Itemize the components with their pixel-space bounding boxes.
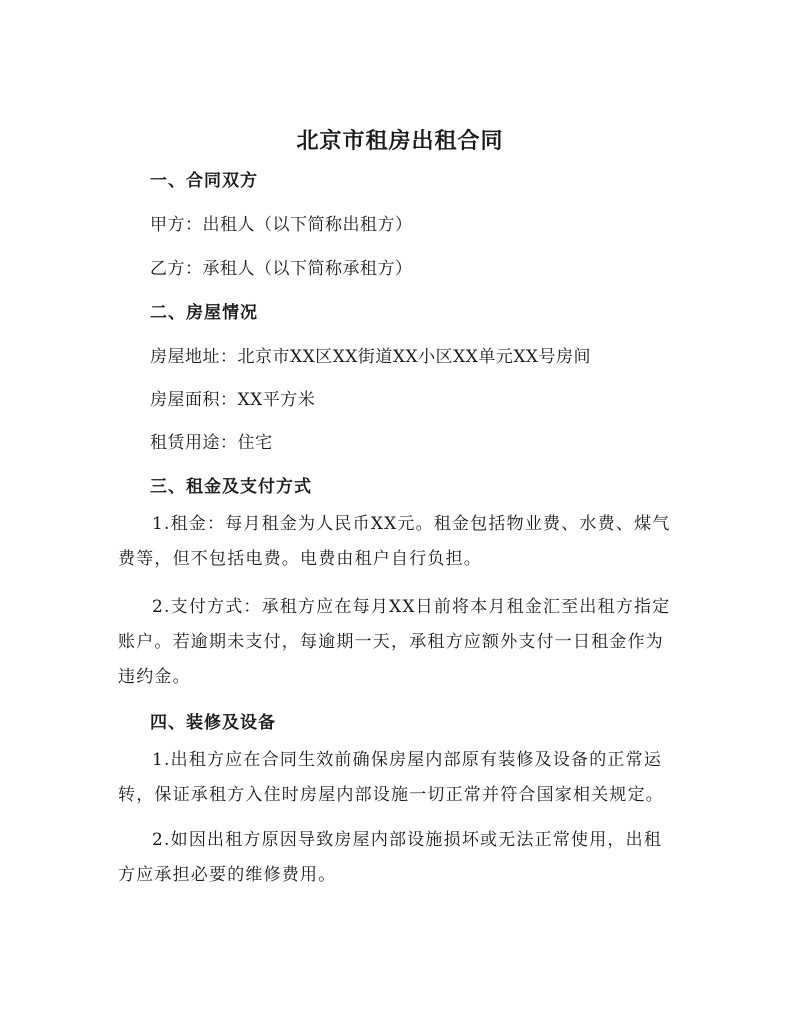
rent-paragraph-text: 1.租金：每月租金为人民币XX元。租金包括物业费、水费、煤气费等，但不包括电费。电费由租户自行负担。 [118, 514, 671, 569]
property-address-line: 房屋地址：北京市XX区XX街道XX小区XX单元XX号房间 [150, 347, 592, 367]
decoration-paragraph-1 [118, 743, 678, 813]
payment-paragraph-text: 2.支付方式：承租方应在每月XX日前将本月租金汇至出租方指定账户。若逾期未支付，每逾期一天，承租方应额外支付一日租金作为违约金。 [118, 597, 671, 687]
property-use-line: 租赁用途：住宅 [150, 433, 273, 453]
section-heading-decoration: 四、装修及设备 [150, 713, 276, 733]
party-a-line: 甲方：出租人（以下简称出租方） [150, 215, 413, 235]
decoration-paragraph-1-text: 1.出租方应在合同生效前确保房屋内部原有装修及设备的正常运转，保证承租方入住时房屋内部设施一切正常并符合国家相关规定。 [118, 750, 664, 805]
property-area-line: 房屋面积：XX平方米 [150, 390, 316, 410]
section-heading-parties: 一、合同双方 [150, 171, 258, 191]
decoration-paragraph-2-text: 2.如因出租方原因导致房屋内部设施损坏或无法正常使用，出租方应承担必要的维修费用。 [118, 830, 663, 885]
decoration-paragraph-2 [118, 823, 678, 893]
party-b-line: 乙方：承租人（以下简称承租方） [150, 259, 413, 279]
section-heading-property: 二、房屋情况 [150, 303, 258, 323]
payment-paragraph [118, 590, 678, 695]
rent-paragraph [118, 507, 678, 577]
section-heading-rent: 三、租金及支付方式 [150, 477, 312, 497]
document-title: 北京市租房出租合同 [296, 128, 504, 154]
